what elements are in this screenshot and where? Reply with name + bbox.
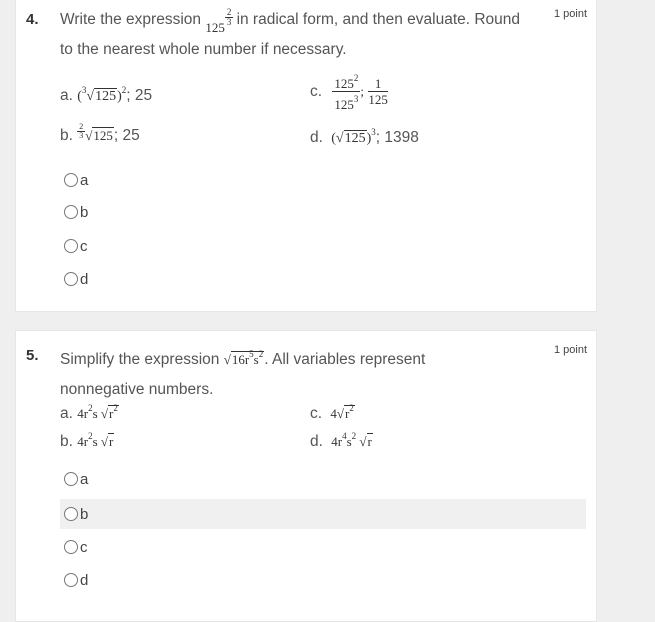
radio-option-b[interactable] xyxy=(60,197,586,227)
question-5-card xyxy=(15,330,597,622)
question-text-part: Simplify the expression xyxy=(60,351,220,368)
denominator-exp: 3 xyxy=(353,94,359,104)
radio-button[interactable] xyxy=(64,472,78,486)
coefficient: 4 xyxy=(330,406,337,421)
coefficient: 4r xyxy=(331,434,343,449)
choice-c xyxy=(310,71,388,112)
s-variable: s xyxy=(92,434,98,449)
index-numerator: 2 xyxy=(79,121,84,131)
question-number: 4. xyxy=(26,11,39,28)
radio-label: c xyxy=(80,538,88,556)
choice-math: $4r^2s$ √r xyxy=(77,431,114,449)
choice-math: $4r^2s$ $√r^2$ xyxy=(77,403,118,421)
radio-button[interactable] xyxy=(64,239,78,253)
radical-index: 3 xyxy=(81,85,87,95)
radicand: r xyxy=(109,434,114,449)
r-exponent: 5 xyxy=(249,349,254,359)
power: 2 xyxy=(121,85,127,95)
value-denominator: 125 xyxy=(368,92,388,107)
s-variable: s xyxy=(346,434,352,449)
choice-letter: c. xyxy=(310,82,323,100)
math-base xyxy=(205,6,236,35)
radio-button[interactable] xyxy=(64,507,78,521)
value-fraction xyxy=(368,76,388,107)
question-text-part: in radical form, and then evaluate. Round xyxy=(236,11,521,28)
radicand: 125 xyxy=(95,89,117,104)
numerator: 125 xyxy=(334,76,354,91)
choice-letter: b. xyxy=(60,127,73,144)
choice-math: $(√125)^3$ xyxy=(331,127,376,146)
coefficient: 4r xyxy=(77,406,89,421)
radio-label: a xyxy=(80,470,89,488)
question-4-card xyxy=(15,0,597,312)
radio-label: a xyxy=(80,171,89,189)
choice-a xyxy=(60,85,152,105)
exponent-numerator: 2 xyxy=(226,6,232,17)
radio-label: b xyxy=(80,203,89,221)
question-text xyxy=(60,5,550,65)
radio-button[interactable] xyxy=(64,540,78,554)
s-exponent: 2 xyxy=(351,431,357,441)
radicand-exp: 2 xyxy=(349,403,354,413)
question-text-line2: nonnegative numbers. xyxy=(60,381,214,398)
radio-button[interactable] xyxy=(64,573,78,587)
points-label: 1 point xyxy=(553,344,587,356)
radicand-exp: 2 xyxy=(113,403,118,413)
question-text-part: Write the expression xyxy=(60,11,201,28)
math-radical: $√16r^5s^2$ xyxy=(223,349,264,367)
radio-button[interactable] xyxy=(64,272,78,286)
radicand: r xyxy=(367,434,372,449)
radio-label: d xyxy=(80,571,89,589)
choice-a xyxy=(60,403,119,423)
radio-option-c[interactable] xyxy=(60,231,586,261)
choice-math: $(^3√125)^2$ xyxy=(77,85,127,104)
radio-label: b xyxy=(80,505,89,523)
s-variable: s xyxy=(253,352,259,367)
choice-letter: d. xyxy=(310,129,323,146)
radicand: 125 xyxy=(344,131,366,146)
points-label: 1 point xyxy=(553,8,587,20)
radio-option-a[interactable] xyxy=(60,464,586,494)
question-text-line2: to the nearest whole number if necessary. xyxy=(60,41,347,58)
choice-b xyxy=(60,431,114,451)
radio-option-d[interactable] xyxy=(60,264,586,294)
s-variable: s xyxy=(92,406,98,421)
radio-option-c[interactable] xyxy=(60,532,586,562)
power: 3 xyxy=(371,127,376,137)
radio-button[interactable] xyxy=(64,205,78,219)
choice-letter: d. xyxy=(310,433,323,450)
s-exponent: 2 xyxy=(258,349,264,359)
radio-label: d xyxy=(80,270,89,288)
fraction-exponent xyxy=(225,8,234,27)
choice-d xyxy=(310,431,373,451)
base-value: 125 xyxy=(205,20,225,35)
choice-math: $\frac{2}{3}$ √125 xyxy=(79,121,113,143)
value-numerator: 1 xyxy=(368,76,388,92)
coefficient-exp: 4 xyxy=(342,431,347,441)
radio-option-a[interactable] xyxy=(60,165,586,195)
choice-letter: c. xyxy=(310,405,323,422)
choice-letter: b. xyxy=(60,433,73,450)
radio-option-b[interactable] xyxy=(60,499,586,529)
choice-math: $4√r^2$ xyxy=(330,403,354,421)
exponent-denominator: 3 xyxy=(226,16,232,27)
coefficient: 4r xyxy=(77,434,89,449)
radical-index-fraction xyxy=(77,123,85,140)
question-text-part: . All variables represent xyxy=(264,351,426,368)
radio-label: c xyxy=(80,237,88,255)
question-number: 5. xyxy=(26,347,39,364)
choice-d xyxy=(310,127,419,147)
choice-value: ; 25 xyxy=(126,87,153,104)
choice-value: ; 25 xyxy=(113,127,140,144)
coefficient-exp: 2 xyxy=(88,403,93,413)
radicand: 125 xyxy=(93,128,113,143)
choice-letter: a. xyxy=(60,87,73,104)
radio-button[interactable] xyxy=(64,173,78,187)
radicand: r xyxy=(345,406,350,421)
index-denominator: 3 xyxy=(79,130,84,140)
radicand: r xyxy=(109,406,114,421)
separator: ; xyxy=(360,83,364,99)
denominator: 125 xyxy=(334,97,354,112)
numerator-exp: 2 xyxy=(353,73,359,83)
choice-math: $4r^4s^2$ √r xyxy=(331,431,372,449)
choice-letter: a. xyxy=(60,405,73,422)
choice-value: ; 1398 xyxy=(375,129,419,146)
radio-option-d[interactable] xyxy=(60,565,586,595)
choice-b xyxy=(60,121,140,146)
choice-c xyxy=(310,403,355,423)
radicand: 16r xyxy=(231,352,250,367)
question-text xyxy=(60,339,550,405)
fraction xyxy=(332,71,360,112)
coefficient-exp: 2 xyxy=(88,431,93,441)
